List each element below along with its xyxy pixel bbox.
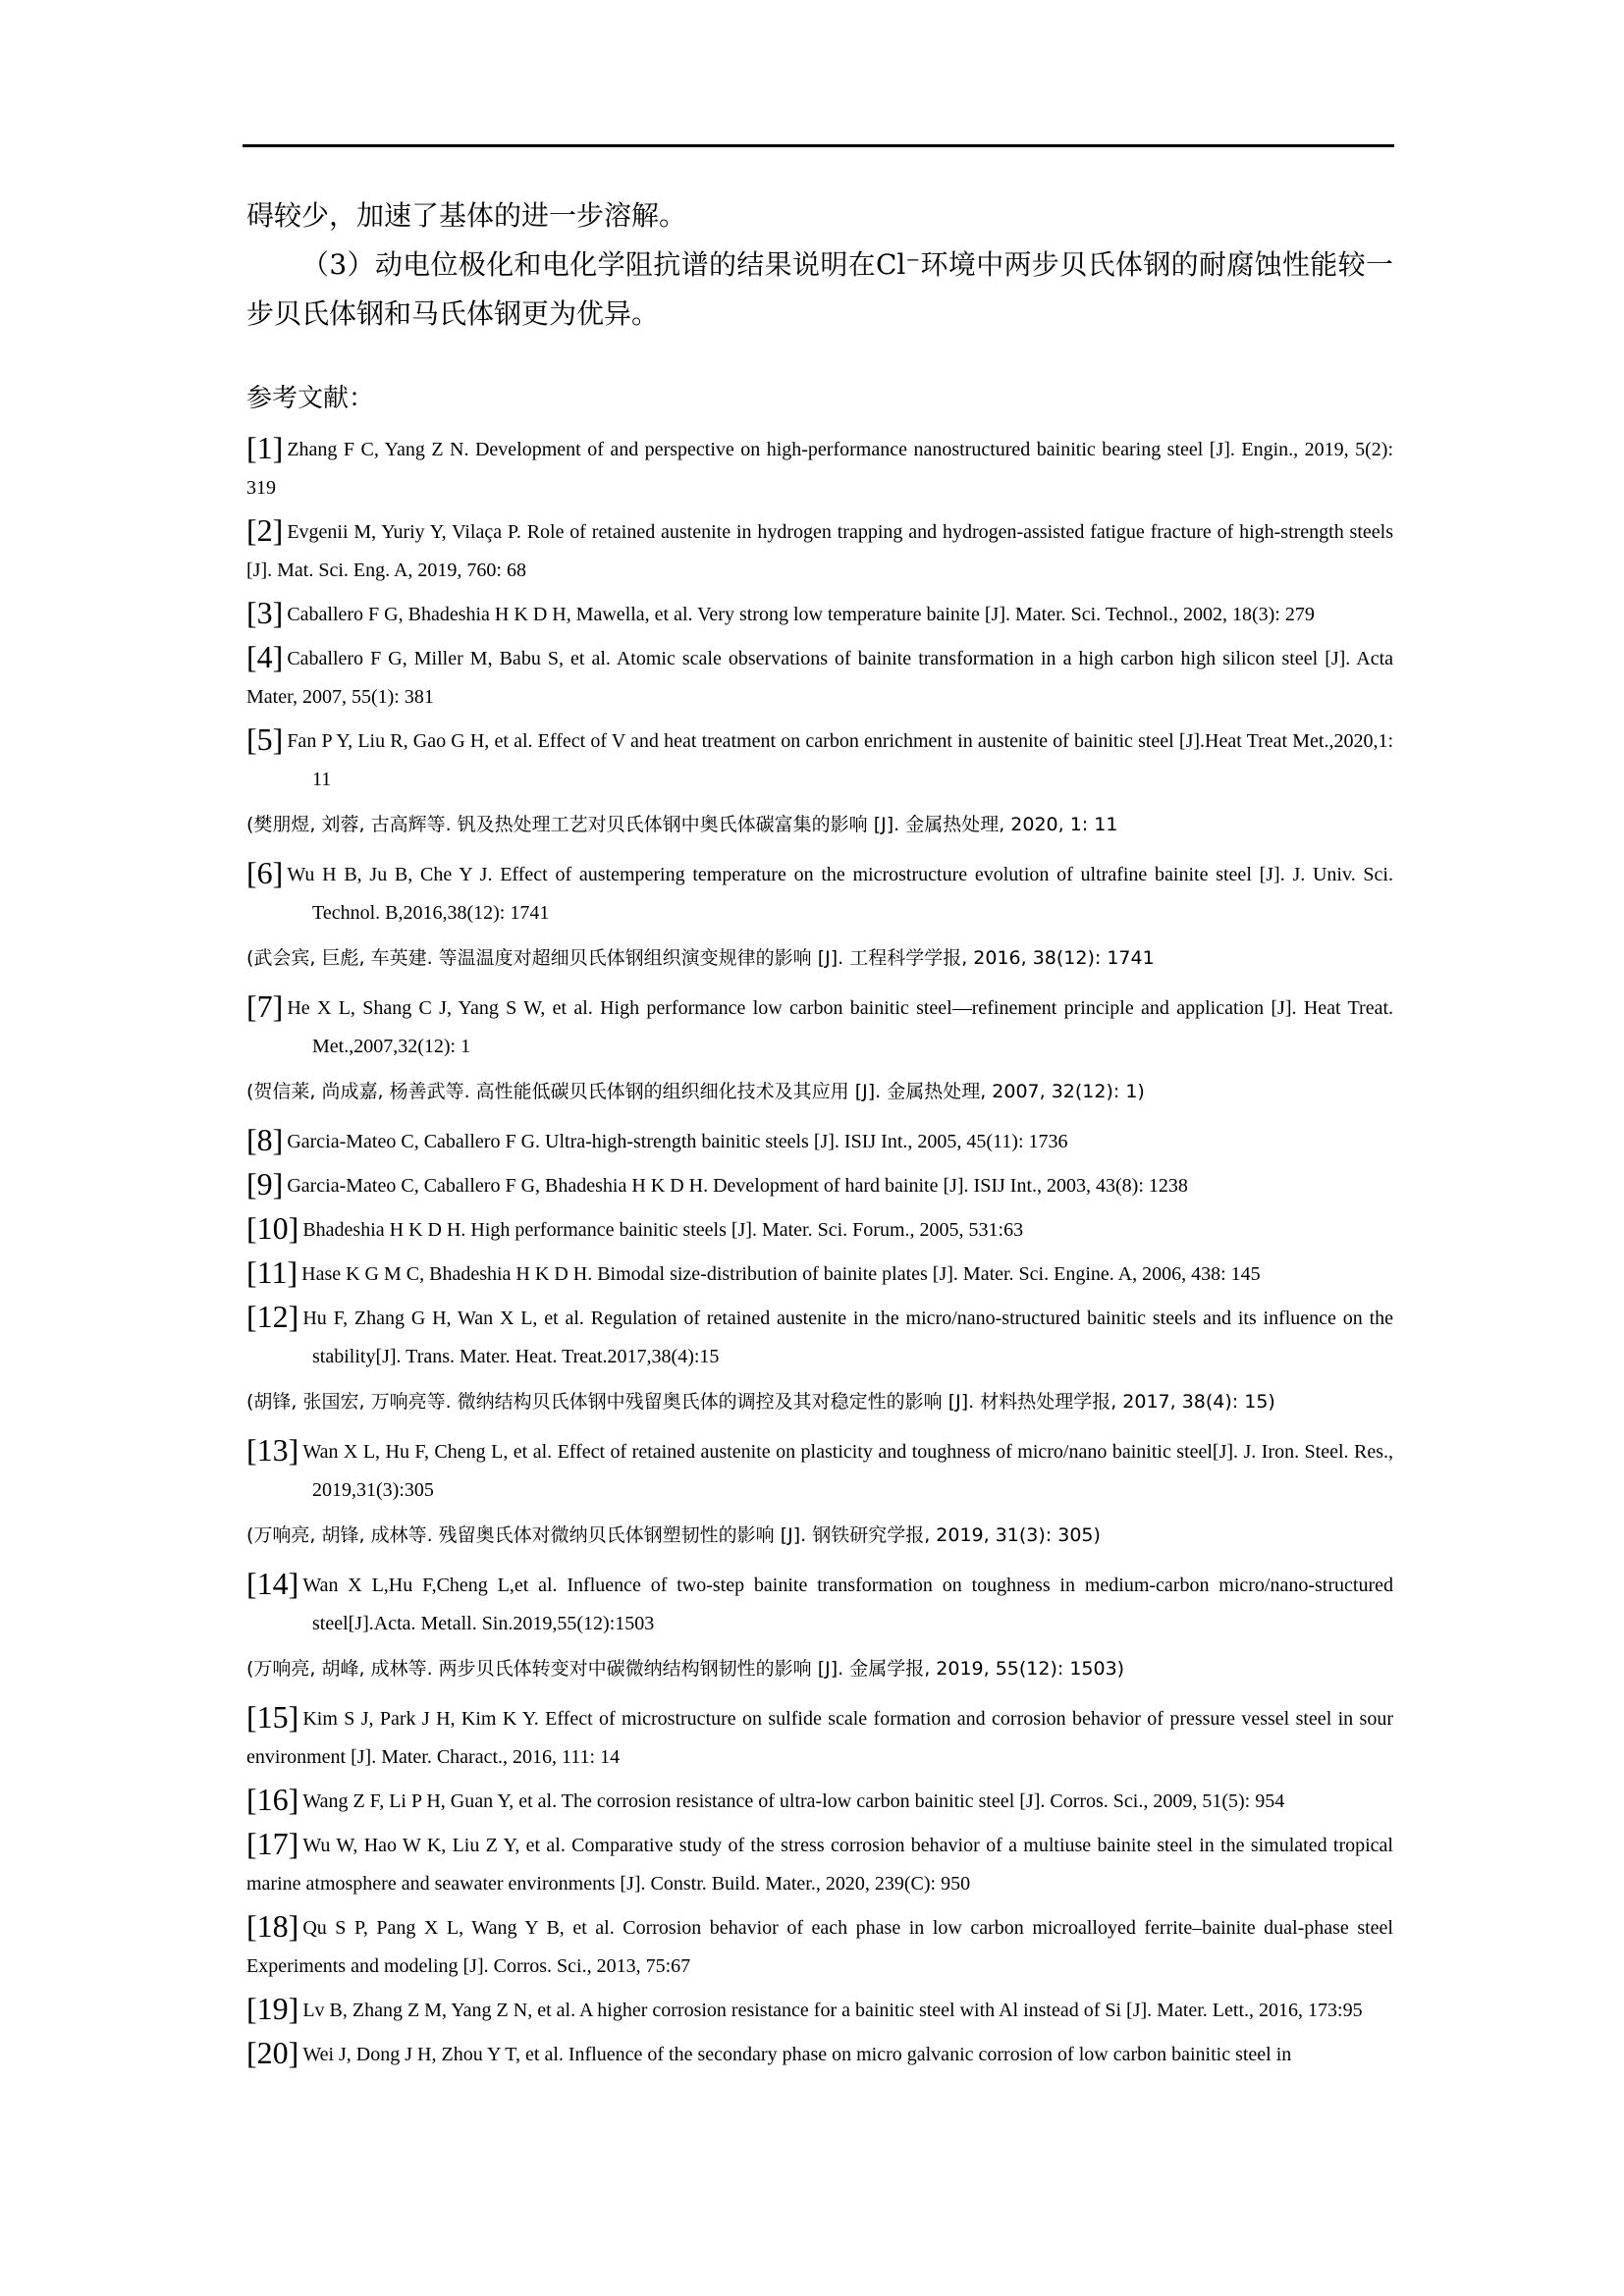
body-paragraph-1: 碍较少，加速了基体的进一步溶解。 bbox=[246, 199, 687, 232]
reference-text: Garcia-Mateo C, Caballero F G. Ultra-high-strength bainitic steels [J]. ISIJ Int., 2005, 45(11): 1736 bbox=[287, 1131, 1068, 1152]
reference-number: [2] bbox=[246, 512, 284, 548]
reference-text: Wei J, Dong J H, Zhou Y T, et al. Influence of the secondary phase on micro galvanic corrosion of low carbon bainitic steel in bbox=[302, 2044, 1292, 2065]
reference-13 bbox=[246, 1431, 1393, 1510]
reference-number: [19] bbox=[246, 1991, 299, 2026]
reference-3 bbox=[246, 594, 1393, 634]
reference-number: [5] bbox=[246, 721, 284, 757]
reference-11 bbox=[246, 1254, 1393, 1294]
reference-number: [10] bbox=[246, 1210, 299, 1246]
body-paragraph-2: （3）动电位极化和电化学阻抗谱的结果说明在Cl⁻环境中两步贝氏体钢的耐腐蚀性能较一步贝氏体钢和马氏体钢更为优异。 bbox=[246, 248, 1393, 330]
reference-4 bbox=[246, 638, 1393, 717]
references-heading: 参考文献： bbox=[246, 384, 375, 413]
reference-number: [7] bbox=[246, 988, 284, 1024]
reference-text: Hu F, Zhang G H, Wan X L, et al. Regulation of retained austenite in the micro/nano-structured bainitic steels and its influence on the stability[J]. Trans. Mater. Heat. Treat.2017,38(4):15 bbox=[302, 1308, 1393, 1367]
reference-20 bbox=[246, 2034, 1393, 2074]
reference-text: Fan P Y, Liu R, Gao G H, et al. Effect of V and heat treatment on carbon enrichment in austenite of bainitic steel [J].Heat Treat Met.,2020,1: 11 bbox=[287, 730, 1393, 790]
reference-text: Lv B, Zhang Z M, Yang Z N, et al. A higher corrosion resistance for a bainitic steel with Al instead of Si [J]. Mater. Lett., 2016, 173:95 bbox=[302, 2000, 1363, 2021]
reference-6 bbox=[246, 854, 1393, 933]
reference-number: [6] bbox=[246, 855, 284, 890]
reference-number: [16] bbox=[246, 1782, 299, 1817]
reference-6-chinese: (武会宾, 巨彪, 车英建. 等温温度对超细贝氏体钢组织演变规律的影响 [J]. 工程科学学报, 2016, 38(12): 1741 bbox=[246, 947, 1155, 969]
reference-text: Evgenii M, Yuriy Y, Vilaça P. Role of retained austenite in hydrogen trapping and hydrogen-assisted fatigue fracture of high-strength steels [J]. Mat. Sci. Eng. A, 2019, 760: 68 bbox=[246, 521, 1393, 581]
reference-text: Wan X L, Hu F, Cheng L, et al. Effect of retained austenite on plasticity and toughness of micro/nano bainitic steel[J]. J. Iron. Steel. Res., 2019,31(3):305 bbox=[302, 1441, 1393, 1501]
reference-list bbox=[246, 429, 1393, 2074]
reference-2 bbox=[246, 511, 1393, 590]
reference-text: Wu H B, Ju B, Che Y J. Effect of austempering temperature on the microstructure evolution of ultrafine bainite steel [J]. J. Univ. Sci. Technol. B,2016,38(12): 1741 bbox=[287, 864, 1393, 924]
reference-text: Wu W, Hao W K, Liu Z Y, et al. Comparative study of the stress corrosion behavior of a multiuse bainite steel in the simulated tropical marine atmosphere and seawater environments [J]. Constr. Build. Mater., 2020, 239(C): 950 bbox=[246, 1835, 1393, 1895]
reference-number: [1] bbox=[246, 430, 284, 465]
reference-12 bbox=[246, 1298, 1393, 1376]
reference-9 bbox=[246, 1165, 1393, 1205]
reference-text: Qu S P, Pang X L, Wang Y B, et al. Corrosion behavior of each phase in low carbon microalloyed ferrite–bainite dual-phase steel Experiments and modeling [J]. Corros. Sci., 2013, 75:67 bbox=[246, 1917, 1393, 1977]
reference-14 bbox=[246, 1565, 1393, 1643]
page-content bbox=[246, 191, 1393, 2078]
reference-text: Caballero F G, Miller M, Babu S, et al. Atomic scale observations of bainite transformation in a high carbon high silicon steel [J]. Acta Mater, 2007, 55(1): 381 bbox=[246, 648, 1393, 708]
reference-number: [3] bbox=[246, 595, 284, 630]
reference-number: [15] bbox=[246, 1699, 299, 1735]
reference-13-chinese: (万响亮, 胡锋, 成林等. 残留奥氏体对微纳贝氏体钢塑韧性的影响 [J]. 钢铁研究学报, 2019, 31(3): 305) bbox=[246, 1524, 1101, 1546]
reference-12-chinese: (胡锋, 张国宏, 万响亮等. 微纳结构贝氏体钢中残留奥氏体的调控及其对稳定性的影响 [J]. 材料热处理学报, 2017, 38(4): 15) bbox=[246, 1391, 1275, 1413]
reference-15 bbox=[246, 1698, 1393, 1777]
reference-8 bbox=[246, 1121, 1393, 1161]
reference-14-chinese: (万响亮, 胡峰, 成林等. 两步贝氏体转变对中碳微纳结构钢韧性的影响 [J]. 金属学报, 2019, 55(12): 1503) bbox=[246, 1658, 1125, 1680]
reference-number: [12] bbox=[246, 1299, 299, 1334]
reference-16 bbox=[246, 1781, 1393, 1821]
reference-10 bbox=[246, 1209, 1393, 1250]
reference-19 bbox=[246, 1990, 1393, 2030]
reference-7 bbox=[246, 988, 1393, 1066]
reference-5 bbox=[246, 721, 1393, 799]
reference-text: Kim S J, Park J H, Kim K Y. Effect of microstructure on sulfide scale formation and corrosion behavior of pressure vessel steel in sour environment [J]. Mater. Charact., 2016, 111: 14 bbox=[246, 1708, 1393, 1768]
reference-text: Bhadeshia H K D H. High performance bainitic steels [J]. Mater. Sci. Forum., 2005, 531:63 bbox=[302, 1219, 1024, 1241]
reference-text: Hase K G M C, Bhadeshia H K D H. Bimodal size-distribution of bainite plates [J]. Mater. Sci. Engine. A, 2006, 438: 145 bbox=[301, 1263, 1261, 1285]
reference-1 bbox=[246, 429, 1393, 507]
reference-number: [9] bbox=[246, 1166, 284, 1201]
reference-17 bbox=[246, 1825, 1393, 1903]
reference-number: [20] bbox=[246, 2035, 299, 2070]
reference-number: [13] bbox=[246, 1432, 299, 1468]
reference-text: Caballero F G, Bhadeshia H K D H, Mawella, et al. Very strong low temperature bainite [J]. Mater. Sci. Technol., 2002, 18(3): 279 bbox=[287, 604, 1315, 625]
reference-number: [4] bbox=[246, 639, 284, 674]
reference-text: Wan X L,Hu F,Cheng L,et al. Influence of two-step bainite transformation on toughness in medium-carbon micro/nano-structured steel[J].Acta. Metall. Sin.2019,55(12):1503 bbox=[302, 1575, 1393, 1634]
reference-5-chinese: (樊朋煜, 刘蓉, 古高辉等. 钒及热处理工艺对贝氏体钢中奥氏体碳富集的影响 [J]. 金属热处理, 2020, 1: 11 bbox=[246, 814, 1118, 835]
reference-number: [17] bbox=[246, 1826, 299, 1861]
header-rule bbox=[243, 144, 1394, 147]
reference-number: [14] bbox=[246, 1566, 299, 1601]
reference-number: [18] bbox=[246, 1908, 299, 1944]
reference-18 bbox=[246, 1907, 1393, 1986]
reference-number: [11] bbox=[246, 1255, 298, 1290]
reference-text: He X L, Shang C J, Yang S W, et al. High performance low carbon bainitic steel—refinement principle and application [J]. Heat Treat. Met.,2007,32(12): 1 bbox=[287, 997, 1393, 1057]
reference-number: [8] bbox=[246, 1122, 284, 1157]
reference-text: Zhang F C, Yang Z N. Development of and perspective on high-performance nanostructured bainitic bearing steel [J]. Engin., 2019, 5(2): 319 bbox=[246, 439, 1393, 499]
reference-text: Garcia-Mateo C, Caballero F G, Bhadeshia H K D H. Development of hard bainite [J]. ISIJ Int., 2003, 43(8): 1238 bbox=[287, 1175, 1188, 1197]
reference-text: Wang Z F, Li P H, Guan Y, et al. The corrosion resistance of ultra-low carbon bainitic steel [J]. Corros. Sci., 2009, 51(5): 954 bbox=[302, 1790, 1285, 1812]
reference-7-chinese: (贺信莱, 尚成嘉, 杨善武等. 高性能低碳贝氏体钢的组织细化技术及其应用 [J]. 金属热处理, 2007, 32(12): 1) bbox=[246, 1081, 1145, 1102]
